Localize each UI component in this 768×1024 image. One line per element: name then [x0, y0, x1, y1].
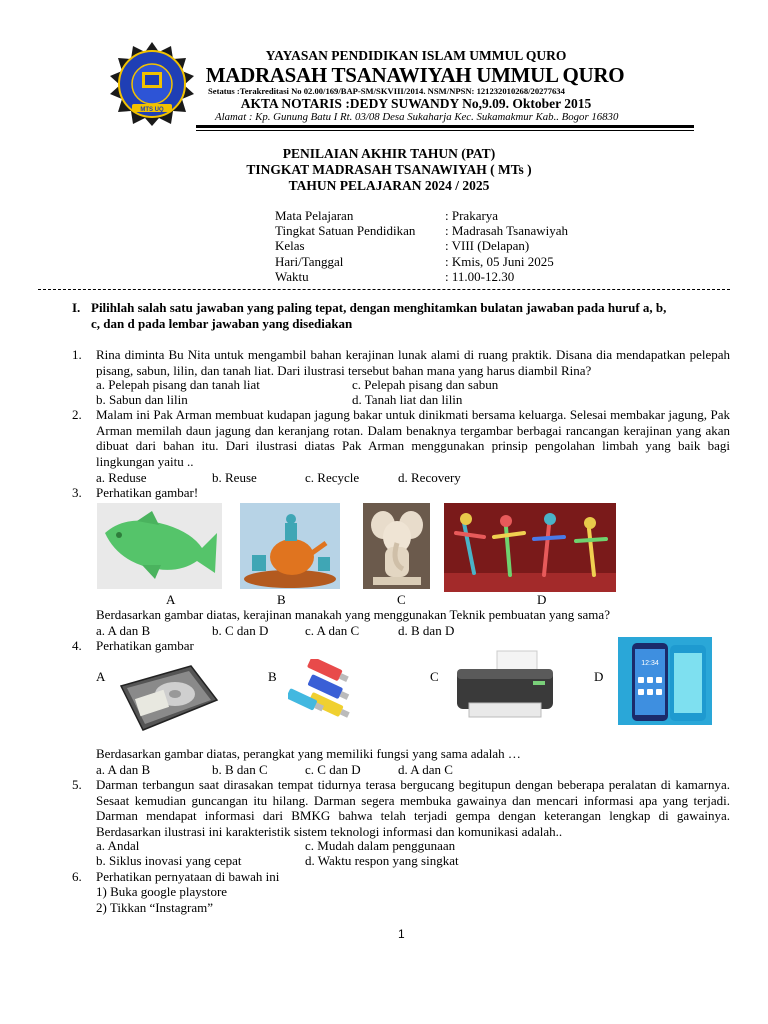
q2-option-a[interactable]: a. Reduse	[96, 470, 147, 485]
q4-number: 4.	[72, 638, 82, 653]
q5-text: Darman terbangun saat dirasakan tempat tidurnya terasa bergucang begitupun dengan beberapa peralatan di kamarnya. Sesaat kemudian guncangan itu hilang. Darman segera membuka gawainya dan mencari informasi apa yang terjadi. Darman mendapat informasi dari BMKG bahwa telah terjadi gempa dengan keterangan lengkap di gawainya. Berdasarkan ilustrasi ini karakteristik sistem teknologi informasi dan komunikasi adalah..	[96, 777, 730, 839]
q3-option-c[interactable]: c. A dan C	[305, 623, 360, 638]
header-rule-thin	[196, 130, 694, 131]
q1-option-c[interactable]: c. Pelepah pisang dan sabun	[352, 377, 499, 392]
section-instruction-1: Pilihlah salah satu jawaban yang paling tepat, dengan menghitamkan bulatan jawaban pada huruf a, b,	[91, 300, 667, 315]
school-name: MADRASAH TSANAWIYAH UMMUL QURO	[205, 63, 625, 87]
logo-text: MTS UQ	[140, 107, 164, 113]
q5-option-d[interactable]: d. Waktu respon yang singkat	[305, 853, 459, 868]
school-status: Setatus :Terakreditasi No 02.00/169/BAP-SM/SKVIII/2014. NSM/NPSN: 121232010268/20277634	[208, 86, 565, 96]
q2-option-b[interactable]: b. Reuse	[212, 470, 257, 485]
q1-number: 1.	[72, 347, 82, 362]
q1-text: Rina diminta Bu Nita untuk mengambil bahan kerajinan lunak alami di ruang praktik. Disana dia mendapatkan pelepah pisang, sabun, lilin, dan tanah liat. Dari ilustrasi tersebut bahan mana yang harus diambil Rina?	[96, 347, 730, 378]
q3-label-b: B	[277, 592, 286, 607]
q4-image-a-hard-disk	[113, 660, 223, 736]
q6-step-1: 1) Buka google playstore	[96, 884, 228, 899]
exam-title: PENILAIAN AKHIR TAHUN (PAT)	[282, 146, 496, 161]
q3-text: Perhatikan gambar!	[96, 485, 199, 500]
q3-image-c-elephant-carving	[363, 503, 430, 589]
q5-number: 5.	[72, 777, 82, 792]
q3-option-a[interactable]: a. A dan B	[96, 623, 151, 638]
info-label-level: Tingkat Satuan Pendidikan	[275, 223, 416, 238]
school-address: Alamat : Kp. Gunung Batu I Rt. 03/08 Desa Sukaharja Kec. Sukamakmur Kab.. Bogor 16830	[215, 111, 619, 123]
info-value-date: : Kmis, 05 Juni 2025	[445, 254, 554, 269]
info-value-class: : VIII (Delapan)	[445, 238, 530, 253]
q4-image-d-smartphone	[618, 637, 712, 725]
q5-option-b[interactable]: b. Siklus inovasi yang cepat	[96, 853, 242, 868]
q2-number: 2.	[72, 407, 82, 422]
q2-option-d[interactable]: d. Recovery	[398, 470, 461, 485]
info-label-class: Kelas	[275, 238, 305, 253]
q4-option-d[interactable]: d. A dan C	[398, 762, 453, 777]
q3-image-a-green-fish-soap	[97, 503, 222, 589]
exam-level: TINGKAT MADRASAH TSANAWIYAH ( MTs )	[246, 162, 532, 177]
q4-label-a: A	[96, 669, 106, 684]
info-value-level: : Madrasah Tsanawiyah	[445, 223, 569, 238]
q1-option-a[interactable]: a. Pelepah pisang dan tanah liat	[96, 377, 260, 392]
q3-label-c: C	[397, 592, 406, 607]
info-label-time: Waktu	[275, 269, 309, 284]
q4-option-b[interactable]: b. B dan C	[212, 762, 268, 777]
phone-clock: 12:34	[641, 660, 659, 667]
q4-option-a[interactable]: a. A dan B	[96, 762, 151, 777]
info-label-subject: Mata Pelajaran	[275, 208, 354, 223]
q5-option-a[interactable]: a. Andal	[96, 838, 140, 853]
q6-step-2: 2) Tikkan “Instagram”	[96, 900, 213, 915]
q3-label-d: D	[537, 592, 547, 607]
q3-number: 3.	[72, 485, 82, 500]
foundation-name: YAYASAN PENDIDIKAN ISLAM UMMUL QURO	[265, 48, 567, 63]
section-instruction-2: c, dan d pada lembar jawaban yang disediakan	[91, 316, 353, 331]
info-value-subject: : Prakarya	[445, 208, 499, 223]
q2-option-c[interactable]: c. Recycle	[305, 470, 360, 485]
info-value-time: : 11.00-12.30	[445, 269, 515, 284]
q4-label-d: D	[594, 669, 604, 684]
q4-image-c-printer	[449, 647, 561, 727]
q4-question: Berdasarkan gambar diatas, perangkat yang memiliki fungsi yang sama adalah …	[96, 746, 521, 761]
q4-image-b-flash-drives	[288, 659, 381, 730]
header-rule-thick	[196, 125, 694, 128]
q3-question: Berdasarkan gambar diatas, kerajinan manakah yang menggunakan Teknik pembuatan yang sama?	[96, 607, 610, 622]
q5-option-c[interactable]: c. Mudah dalam penggunaan	[305, 838, 456, 853]
q4-option-c[interactable]: c. C dan D	[305, 762, 361, 777]
notary-deed: AKTA NOTARIS :DEDY SUWANDY No,9.09. Oktober 2015	[240, 96, 592, 111]
q4-text: Perhatikan gambar	[96, 638, 194, 653]
q3-label-a: A	[166, 592, 176, 607]
q1-option-b[interactable]: b. Sabun dan lilin	[96, 392, 188, 407]
q6-text: Perhatikan pernyataan di bawah ini	[96, 869, 280, 884]
info-label-date: Hari/Tanggal	[275, 254, 344, 269]
q3-option-b[interactable]: b. C dan D	[212, 623, 269, 638]
q3-option-d[interactable]: d. B dan D	[398, 623, 455, 638]
q6-number: 6.	[72, 869, 82, 884]
dashed-separator	[38, 289, 730, 290]
section-number: I.	[72, 300, 81, 315]
exam-year: TAHUN PELAJARAN 2024 / 2025	[288, 178, 490, 193]
q3-image-d-clay-figures	[444, 503, 616, 592]
q2-text: Malam ini Pak Arman membuat kudapan jagung bakar untuk dinikmati bersama keluarga. Selesai membakar jagung, Pak Arman memilah daun jagung dan keranjang rotan. Dalam benaknya tergambar berbagai rancangan kerajinan yang akan dibuat dari bahan itu. Dari ilustrasi diatas Pak Arman menggunakan prinsip pengolahan limbah yang baik bagi lingkungan yaitu ..	[96, 407, 730, 469]
q3-image-b-clay-teapot	[240, 503, 340, 589]
q1-option-d[interactable]: d. Tanah liat dan lilin	[352, 392, 463, 407]
page-number: 1	[398, 927, 405, 941]
q4-label-c: C	[430, 669, 439, 684]
school-logo	[107, 40, 197, 128]
q4-label-b: B	[268, 669, 277, 684]
